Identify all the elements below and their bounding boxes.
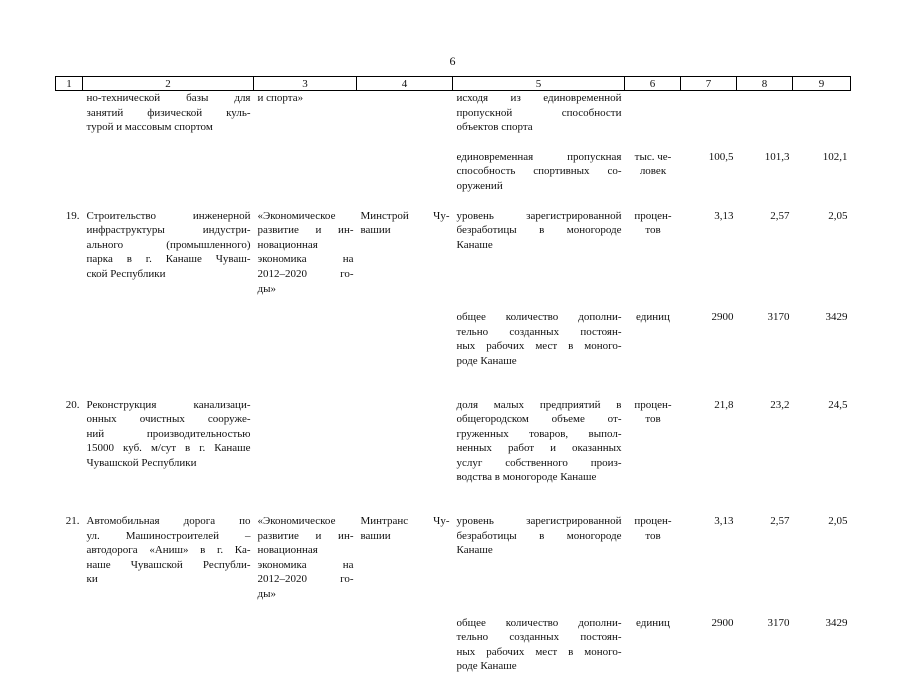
col-header-1: 1 <box>56 77 83 91</box>
executor <box>357 91 453 135</box>
program-name <box>254 369 357 486</box>
value-col-9: 3429 <box>825 311 848 324</box>
unit: процен- тов <box>634 209 672 237</box>
unit: тыс. че- ловек <box>634 150 672 178</box>
program-name <box>254 135 357 194</box>
value-col-9: 3429 <box>825 616 848 629</box>
executor <box>357 135 453 194</box>
row-number: 21. <box>65 515 80 528</box>
value-col-8: 23,2 <box>770 398 790 411</box>
measure-name <box>83 296 254 368</box>
program-name: «Экономическое развитие и ин- новационная экономика на 2012–2020 го- ды» <box>257 209 354 295</box>
executor <box>357 369 453 486</box>
unit: процен- тов <box>634 398 672 426</box>
table-row <box>56 91 851 135</box>
page-number: 6 <box>449 54 456 68</box>
table-row <box>56 296 851 368</box>
value-col-8: 2,57 <box>770 209 790 222</box>
measure-name <box>83 602 254 674</box>
indicator: уровень зарегистрированной безработицы в моногороде Канаше <box>456 209 622 251</box>
row-number <box>56 602 83 674</box>
row-number: 20. <box>65 398 80 411</box>
value-col-7: 2900 <box>711 616 734 629</box>
table-row <box>56 135 851 194</box>
value-col-7: 21,8 <box>714 398 734 411</box>
executor <box>357 296 453 368</box>
indicator: общее количество дополни- тельно созданных постоян- ных рабочих мест в моного- роде Канаше <box>456 616 622 673</box>
program-name: «Экономическое развитие и ин- новационная экономика на 2012–2020 го- ды» <box>257 515 354 601</box>
col-header-4: 4 <box>357 77 453 91</box>
unit <box>625 91 681 135</box>
col-header-7: 7 <box>681 77 737 91</box>
value-col-9: 2,05 <box>828 515 848 528</box>
value-col-8: 101,3 <box>764 150 790 163</box>
row-number <box>56 135 83 194</box>
value-col-7: 3,13 <box>714 515 734 528</box>
table-row <box>56 602 851 674</box>
value-col-9: 102,1 <box>822 150 848 163</box>
value-col-8: 3170 <box>767 311 790 324</box>
value-col-8 <box>737 91 793 135</box>
value-col-9 <box>793 91 851 135</box>
table-row <box>56 369 851 486</box>
value-col-8: 3170 <box>767 616 790 629</box>
indicator: общее количество дополни- тельно созданных постоян- ных рабочих мест в моного- роде Канаше <box>456 311 622 367</box>
col-header-2: 2 <box>83 77 254 91</box>
value-col-7: 3,13 <box>714 209 734 222</box>
indicator: уровень зарегистрированной безработицы в моногороде Канаше <box>456 515 622 557</box>
col-header-8: 8 <box>737 77 793 91</box>
program-name <box>254 602 357 674</box>
value-col-9: 24,5 <box>828 398 848 411</box>
col-header-9: 9 <box>793 77 851 91</box>
col-header-3: 3 <box>254 77 357 91</box>
value-col-9: 2,05 <box>828 209 848 222</box>
program-name: и спорта» <box>257 92 304 104</box>
header-row <box>56 77 851 91</box>
value-col-7: 2900 <box>711 311 734 324</box>
table-row <box>56 485 851 602</box>
measure-name: Автомобильная дорога по ул. Машиностроителей – автодорога «Аниш» в г. Ка- наше Чувашской Республи- ки <box>86 515 251 586</box>
value-col-7 <box>681 91 737 135</box>
unit: единиц <box>636 616 670 629</box>
col-header-5: 5 <box>453 77 625 91</box>
unit: процен- тов <box>634 515 672 542</box>
executor: Минтранс Чу- вашии <box>360 515 450 542</box>
col-header-6: 6 <box>625 77 681 91</box>
indicator: доля малых предприятий в общегородском объеме от- груженных товаров, выпол- ненных работ и оказанных услуг собственного произ- водства в моногороде Канаше <box>456 398 622 484</box>
indicators-table <box>55 76 851 674</box>
row-number <box>56 91 83 135</box>
measure-name: Реконструкция канализаци- онных очистных сооруже- ний производительностью 15000 куб. м/сут в г. Канаше Чувашской Республики <box>86 398 251 469</box>
executor: Минстрой Чу- вашии <box>360 209 450 237</box>
executor <box>357 602 453 674</box>
unit: единиц <box>636 311 670 324</box>
table-row <box>56 194 851 297</box>
row-number: 19. <box>65 209 80 222</box>
measure-name <box>83 135 254 194</box>
value-col-8: 2,57 <box>770 515 790 528</box>
indicator: единовременная пропускная способность спортивных со- оружений <box>456 150 622 192</box>
program-name <box>254 296 357 368</box>
measure-name: но-технической базы для занятий физической куль- турой и массовым спортом <box>86 92 251 134</box>
row-number <box>56 296 83 368</box>
indicator: исходя из единовременной пропускной способности объектов спорта <box>456 92 622 134</box>
measure-name: Строительство инженерной инфраструктуры индустри- ального (промышленного) парка в г. Канаше Чуваш- ской Республики <box>86 209 251 280</box>
value-col-7: 100,5 <box>708 150 734 163</box>
